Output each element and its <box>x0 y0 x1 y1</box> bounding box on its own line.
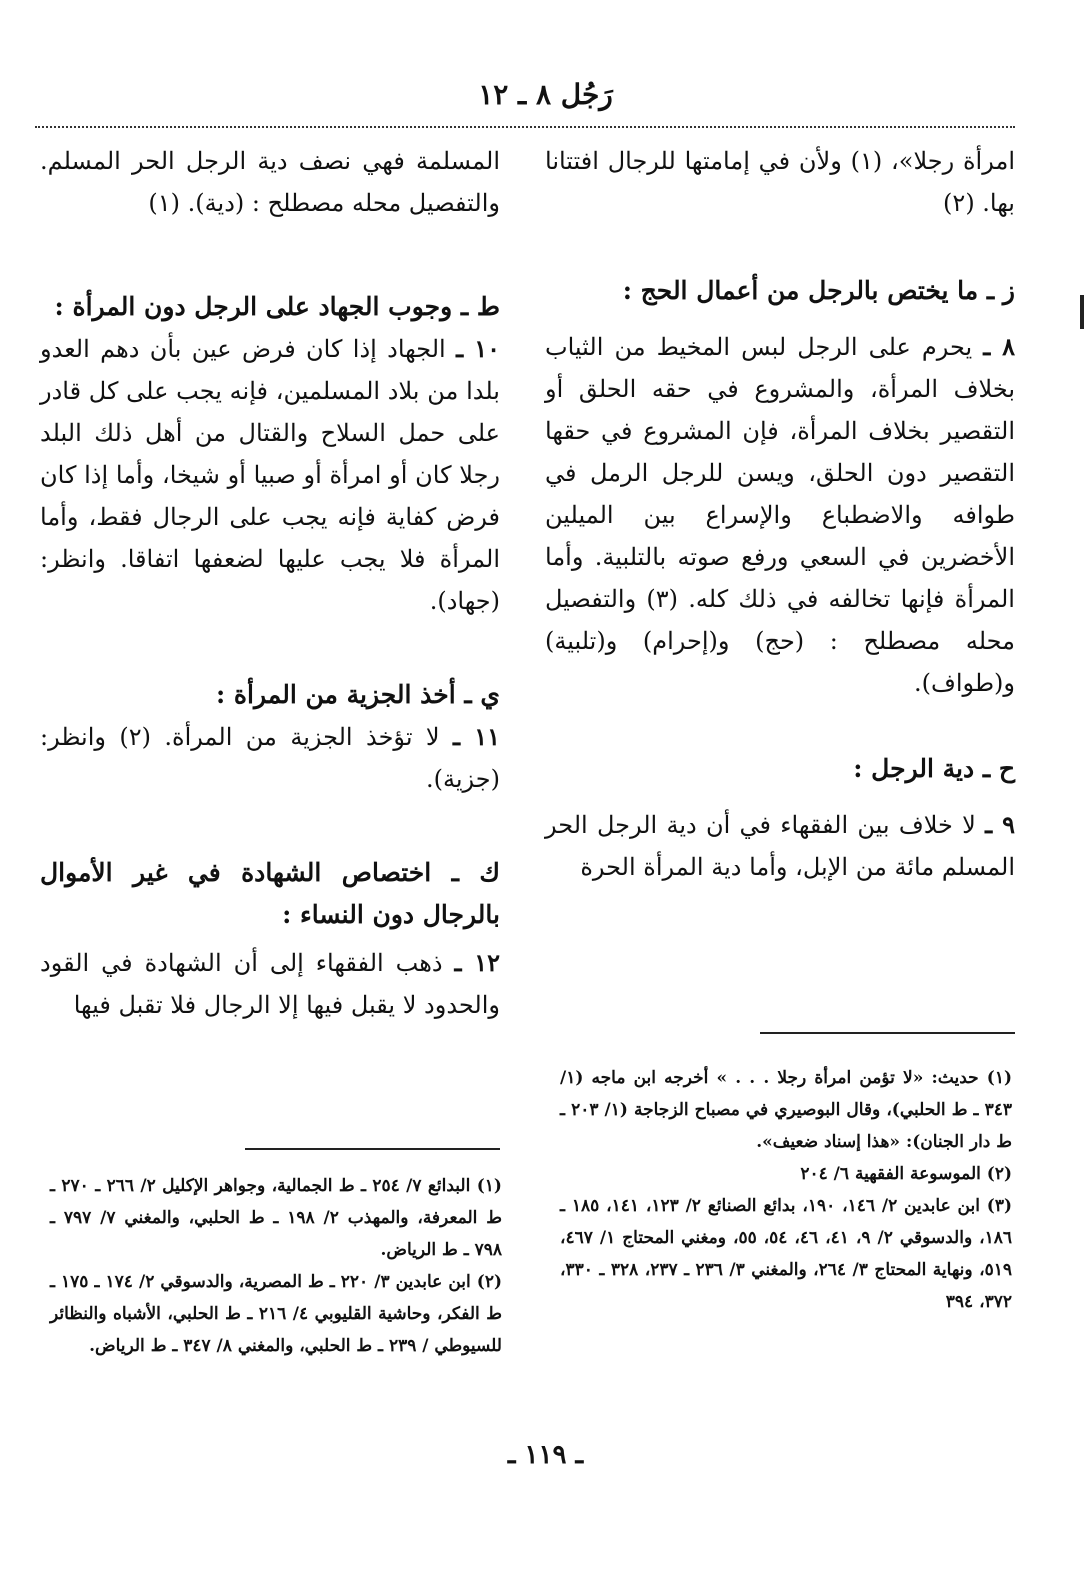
footnote-divider-left <box>245 1148 500 1150</box>
footnote: (١) البدائع ٧/ ٢٥٤ ـ ط الجمالية، وجواهر الإكليل ٢/ ٢٦٦ ـ ٢٧٠ ـ ط المعرفة، والمهذب ٢/ ١٩٨ ـ ط الحلبي، والمغني ٧/ ٧٩٧ ـ ٧٩٨ ـ ط الرياض. <box>50 1176 502 1260</box>
section-heading-y: ي ـ أخذ الجزية من المرأة : <box>216 680 500 709</box>
left-intro-paragraph: المسلمة فهي نصف دية الرجل الحر المسلم. والتفصيل محله مصطلح : (دية). (١) <box>40 147 500 217</box>
footnote: (١) حديث: «لا تؤمن امرأة رجلا . . . » أخرجه ابن ماجه (١/ ٣٤٣ ـ ط الحلبي)، وقال البوصيري في مصباح الزجاجة (١/ ٢٠٣ ـ ط دار الجنان): «هذا إسناد ضعيف». <box>560 1068 1012 1152</box>
footnote: (٢) الموسوعة الفقهية ٦/ ٢٠٤ <box>800 1164 1012 1184</box>
paragraph-10 <box>40 328 500 622</box>
paragraph-11 <box>40 716 500 800</box>
section-heading-z: ز ـ ما يختص بالرجل من أعمال الحج : <box>622 276 1015 305</box>
right-footnotes <box>560 1062 1012 1318</box>
header-divider <box>35 126 1015 128</box>
paragraph-text: يحرم على الرجل لبس المخيط من الثياب بخلاف المرأة، والمشروع في حقه الحلق أو التقصير بخلاف المرأة، فإن المشروع في حقها التقصير دون الحلق، ويسن للرجل الرمل في طوافه والاضطباع والإسراع بين الميلين الأخضرين في السعي ورفع صوته بالتلبية. وأما المرأة فإنها تخالفه في ذلك كله. (٣) والتفصيل محله مصطلح : (حج) و(إحرام) و(تلبية) و(طواف). <box>545 333 1015 697</box>
footnote: (٣) ابن عابدين ٢/ ١٤٦، ١٩٠، بدائع الصنائع ٢/ ١٢٣، ١٤١، ١٨٥ ـ ١٨٦، والدسوقي ٢/ ٩، ٤١، ٤٦، ٥٤، ٥٥، ومغني المحتاج ١/ ٤٦٧، ٥١٩، ونهاية المحتاج ٣/ ٢٦٤، والمغني ٣/ ٢٣٦ ـ ٢٣٧، ٣٢٨ ـ ٣٣٠، ٣٧٢، ٣٩٤ <box>560 1196 1013 1312</box>
paragraph-9 <box>545 804 1015 888</box>
left-column <box>40 140 500 1026</box>
paragraph-number: ٩ ـ <box>985 810 1015 839</box>
footnote: (٢) ابن عابدين ٣/ ٢٢٠ ـ ط المصرية، والدسوقي ٢/ ١٧٤ ـ ١٧٥ ـ ط الفكر، وحاشية القليوبي ٤/ ٢١٦ ـ ط الحلبي، الأشباه والنظائر للسيوطي / ٢٣٩ ـ ط الحلبي، والمغني ٨/ ٣٤٧ ـ ط الرياض. <box>50 1272 502 1356</box>
page-edge-mark <box>1080 295 1084 329</box>
paragraph-12 <box>40 942 500 1026</box>
right-intro-paragraph: امرأة رجلا»، (١) ولأن في إمامتها للرجال افتتانا بها. (٢) <box>545 147 1015 217</box>
paragraph-text: لا خلاف بين الفقهاء في أن دية الرجل الحر المسلم مائة من الإبل، وأما دية المرأة الحرة <box>545 811 1015 881</box>
right-column <box>545 140 1015 888</box>
paragraph-number: ٨ ـ <box>983 332 1015 361</box>
page-number: ـ ١١٩ ـ <box>507 1440 584 1470</box>
footnote-divider-right <box>760 1032 1015 1034</box>
section-heading-k: ك ـ اختصاص الشهادة في غير الأموال بالرجال دون النساء : <box>40 858 500 929</box>
running-header: رَجُل ٨ ـ ١٢ <box>478 78 613 111</box>
section-heading-t: ط ـ وجوب الجهاد على الرجل دون المرأة : <box>54 292 500 321</box>
left-footnotes <box>50 1170 502 1362</box>
paragraph-text: ذهب الفقهاء إلى أن الشهادة في القود والحدود لا يقبل فيها إلا الرجال فلا تقبل فيها <box>40 949 500 1019</box>
paragraph-number: ١٠ ـ <box>456 334 500 363</box>
section-heading-h: ح ـ دية الرجل : <box>853 754 1015 783</box>
paragraph-number: ١٢ ـ <box>454 948 500 977</box>
paragraph-8 <box>545 326 1015 704</box>
paragraph-text: لا تؤخذ الجزية من المرأة. (٢) وانظر: (جزية). <box>40 723 500 793</box>
paragraph-text: الجهاد إذا كان فرض عين بأن دهم العدو بلدا من بلاد المسلمين، فإنه يجب على كل قادر على حمل السلاح والقتال من أهل ذلك البلد رجلا كان أو امرأة أو صبيا أو شيخا، وأما إذا كان فرض كفاية فإنه يجب على الرجال فقط، وأما المرأة فلا يجب عليها لضعفها اتفاقا. وانظر: (جهاد). <box>40 335 500 615</box>
paragraph-number: ١١ ـ <box>453 722 500 751</box>
